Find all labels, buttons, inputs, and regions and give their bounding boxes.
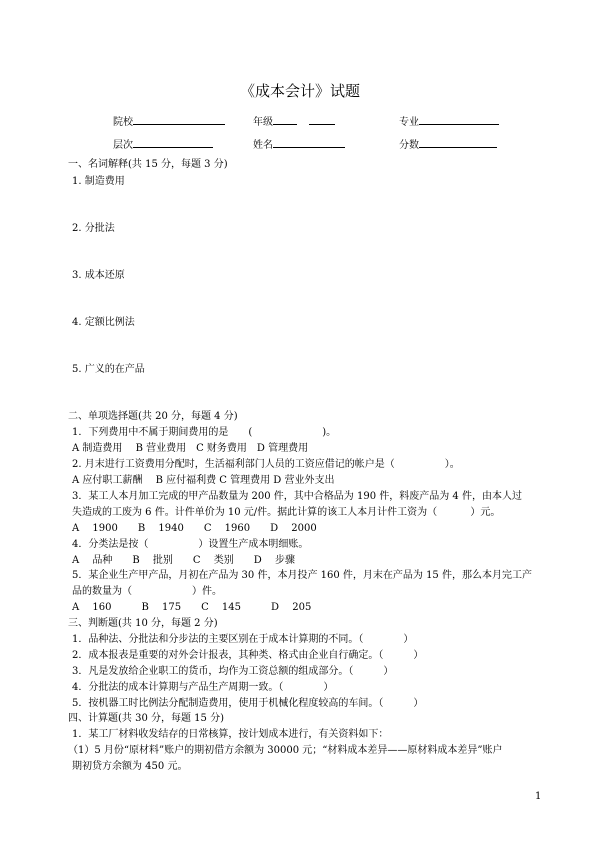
s4-question-1-item-1-line-2: 期初贷方余额为 450 元。 (72, 761, 188, 772)
score-field (399, 136, 497, 151)
s2-question-3-line-1: 3．某工人本月加工完成的甲产品数量为 200 件，其中合格品为 190 件，料废产品为 4 件，由本人过 (72, 491, 522, 502)
name-blank[interactable] (273, 137, 345, 148)
s2-question-1: 1．下列费用中不属于期间费用的是 ( )。 (72, 427, 337, 438)
name-label: 姓名 (253, 140, 273, 151)
s1-question-4: 4. 定额比例法 (72, 317, 135, 328)
s3-question-3: 3．凡是发放给企业职工的货币，均作为工资总额的组成部分。（ ） (72, 666, 394, 677)
s4-question-1: 1．某工厂材料收发结存的日常核算，按计划成本进行，有关资料如下： (72, 729, 389, 740)
s2-question-1-options: A 制造费用 B 营业费用 C 财务费用 D 管理费用 (72, 443, 309, 454)
s2-question-2: 2. 月末进行工资费用分配时，生活福利部门人员的工资应借记的帐户是（ ）。 (72, 459, 460, 470)
grade-field (253, 113, 335, 128)
level-label: 层次 (113, 140, 133, 151)
s3-question-1: 1．品种法、分批法和分步法的主要区别在于成本计算期的不同。（ ） (72, 634, 414, 645)
score-blank[interactable] (419, 137, 497, 148)
s1-question-1: 1. 制造费用 (72, 176, 125, 187)
major-label: 专业 (399, 117, 419, 128)
s2-question-3-line-2: 失造成的工废为 6 件。计件单价为 10 元/件。据此计算的该工人本月计件工资为（ ）元。 (72, 507, 501, 518)
school-blank[interactable] (133, 114, 225, 125)
s3-question-4: 4．分批法的成本计算期与产品生产周期一致。（ ） (72, 682, 334, 693)
school-label: 院校 (113, 117, 133, 128)
s2-question-2-options: A 应付职工薪酬 B 应付福利费 C 管理费用 D 营业外支出 (72, 475, 335, 486)
level-field (113, 136, 213, 151)
s2-question-3-options: A 1900 B 1940 C 1960 D 2000 (72, 523, 317, 534)
major-blank[interactable] (419, 114, 499, 125)
section-2-heading: 二、单项选择题(共 20 分，每题 4 分) (68, 411, 238, 422)
section-3-heading: 三、判断题(共 10 分，每题 2 分) (68, 618, 218, 629)
grade-blank-1[interactable] (273, 114, 297, 125)
s2-question-5-options: A 160 B 175 C 145 D 205 (72, 602, 312, 613)
s4-question-1-item-1-line-1: （1）5 月份“原材料”账户的期初借方余额为 30000 元；“材料成本差异——原材料成本差异”账户 (68, 745, 503, 756)
s1-question-5: 5. 广义的在产品 (72, 364, 145, 375)
page-number: 1 (535, 791, 542, 802)
s2-question-5-line-1: 5．某企业生产甲产品，月初在产品为 30 件，本月投产 160 件，月末在产品为 15 件，那么本月完工产 (72, 570, 532, 581)
score-label: 分数 (399, 140, 419, 151)
school-field (113, 113, 225, 128)
name-field (253, 136, 345, 151)
section-1-heading: 一、名词解释(共 15 分，每题 3 分) (68, 159, 228, 170)
major-field (399, 113, 499, 128)
s1-question-2: 2. 分批法 (72, 223, 115, 234)
s2-question-5-line-2: 品的数量为（ ）件。 (72, 586, 222, 597)
grade-blank-2[interactable] (309, 114, 335, 125)
s3-question-2: 2．成本报表是重要的对外会计报表，其种类、格式由企业自行确定。（ ） (72, 650, 424, 661)
s2-question-4-options: A 品种 B 批别 C 类别 D 步骤 (72, 555, 295, 566)
s3-question-5: 5．按机器工时比例法分配制造费用，使用于机械化程度较高的车间。（ ） (72, 698, 424, 709)
section-4-heading: 四、计算题(共 30 分，每题 15 分) (68, 713, 224, 724)
exam-title: 《成本会计》试题 (239, 82, 360, 100)
grade-label: 年级 (253, 117, 273, 128)
s2-question-4: 4．分类法是按（ ）设置生产成本明细账。 (72, 539, 309, 550)
level-blank[interactable] (133, 137, 213, 148)
s1-question-3: 3. 成本还原 (72, 270, 125, 281)
